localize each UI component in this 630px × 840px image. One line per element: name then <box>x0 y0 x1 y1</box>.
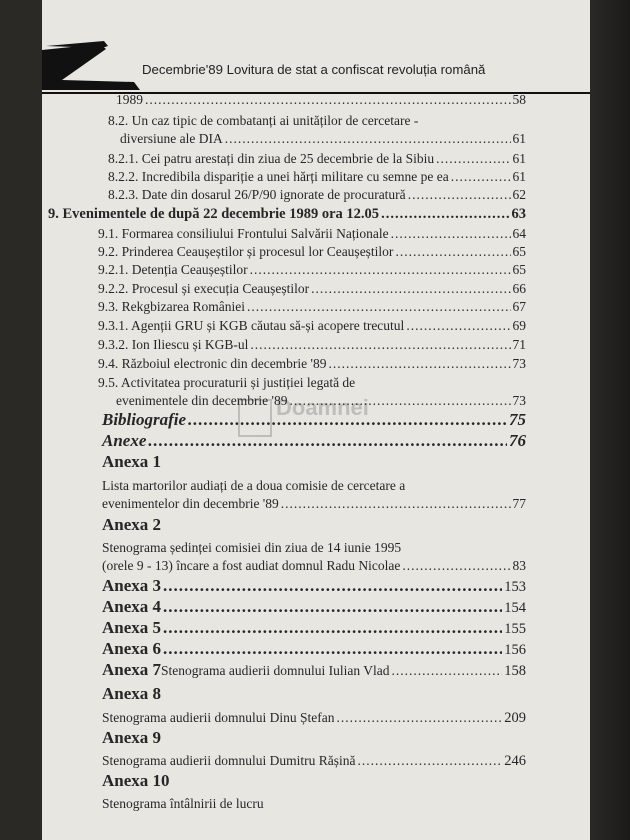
toc-entry: Lista martorilor audiați de a doua comisie de cercetare a <box>102 478 406 493</box>
toc-entry: 1989 ..... 58 <box>116 92 526 108</box>
toc-entry: 9.3.2. Ion Iliescu și KGB-ul ..... 71 <box>98 337 526 353</box>
toc-annex-heading: Anexa 9 <box>102 728 162 747</box>
toc-entry: 8.2.1. Cei patru arestați din ziua de 25 decembrie de la Sibiu ..... 61 <box>108 151 526 167</box>
toc-entry: 9.2. Prinderea Ceaușeștilor și procesul lor Ceaușeștilor ..... 65 <box>98 244 526 260</box>
book-page <box>42 0 590 840</box>
toc-entry: 9.3. Rekgbizarea României ..... 67 <box>98 299 526 315</box>
toc-section: Bibliografie ..... 75 <box>102 410 526 430</box>
toc-annex-heading: Anexa 4 ..... 154 <box>102 597 526 617</box>
running-title: Decembrie'89 Lovitura de stat a confiscat revoluția română <box>142 62 486 77</box>
toc-chapter: 9. Evenimentele de după 22 decembrie 1989 ora 12.05 ..... 63 <box>48 206 526 223</box>
toc-entry: 9.5. Activitatea procuraturii și justiției legată de <box>98 375 356 390</box>
toc-entry: evenimentelor din decembrie '89 ..... 77 <box>102 496 526 512</box>
toc-entry: Stenograma audierii domnului Dinu Ștefan ..... 209 <box>102 710 526 727</box>
toc-entry: diversiune ale DIA ..... 61 <box>120 131 526 147</box>
toc-annex-heading: Anexa 2 <box>102 515 162 534</box>
toc-section: Anexe ..... 76 <box>102 431 526 451</box>
toc-entry: (orele 9 - 13) încare a fost audiat domnul Radu Nicolae ..... 83 <box>102 558 526 574</box>
toc-entry: evenimentele din decembrie '89 ..... 73 <box>116 393 526 409</box>
toc-entry: 9.3.1. Agenții GRU și KGB căutau să-și acopere trecutul ..... 69 <box>98 318 526 334</box>
toc-entry: 8.2.2. Incredibila dispariție a unei hărți militare cu semne pe ea ..... 61 <box>108 169 526 185</box>
toc-annex-heading: Anexa 10 <box>102 771 170 790</box>
toc-entry: Anexa 7 Stenograma audierii domnului Iulian Vlad ..... 158 <box>102 660 526 680</box>
page-edge-shadow <box>590 0 630 840</box>
table-of-contents <box>42 0 590 840</box>
watermark-text: Doamnei <box>276 395 369 420</box>
toc-annex-heading: Anexa 8 <box>102 684 162 703</box>
toc-entry: 8.2. Un caz tipic de combatanți ai unităților de cercetare - <box>108 113 419 128</box>
toc-annex-heading: Anexa 6 ..... 156 <box>102 639 526 659</box>
toc-entry: 8.2.3. Date din dosarul 26/P/90 ignorate de procuratură ..... 62 <box>108 187 526 203</box>
toc-entry: Stenograma audierii domnului Dumitru Rășină ..... 246 <box>102 753 526 770</box>
toc-entry: 9.4. Războiul electronic din decembrie '89 ..... 73 <box>98 356 526 372</box>
toc-entry: 9.1. Formarea consiliului Frontului Salvării Naționale ..... 64 <box>98 226 526 242</box>
toc-entry: 9.2.1. Detenția Ceaușeștilor ..... 65 <box>98 262 526 278</box>
toc-entry: Stenograma ședinței comisiei din ziua de 14 iunie 1995 <box>102 540 402 555</box>
toc-annex-heading: Anexa 5 ..... 155 <box>102 618 526 638</box>
toc-entry: Stenograma întâlnirii de lucru <box>102 796 264 811</box>
toc-annex-heading: Anexa 3 ..... 153 <box>102 576 526 596</box>
toc-entry: 9.2.2. Procesul și execuția Ceaușeștilor ..... 66 <box>98 281 526 297</box>
toc-annex-heading: Anexa 1 <box>102 452 162 471</box>
